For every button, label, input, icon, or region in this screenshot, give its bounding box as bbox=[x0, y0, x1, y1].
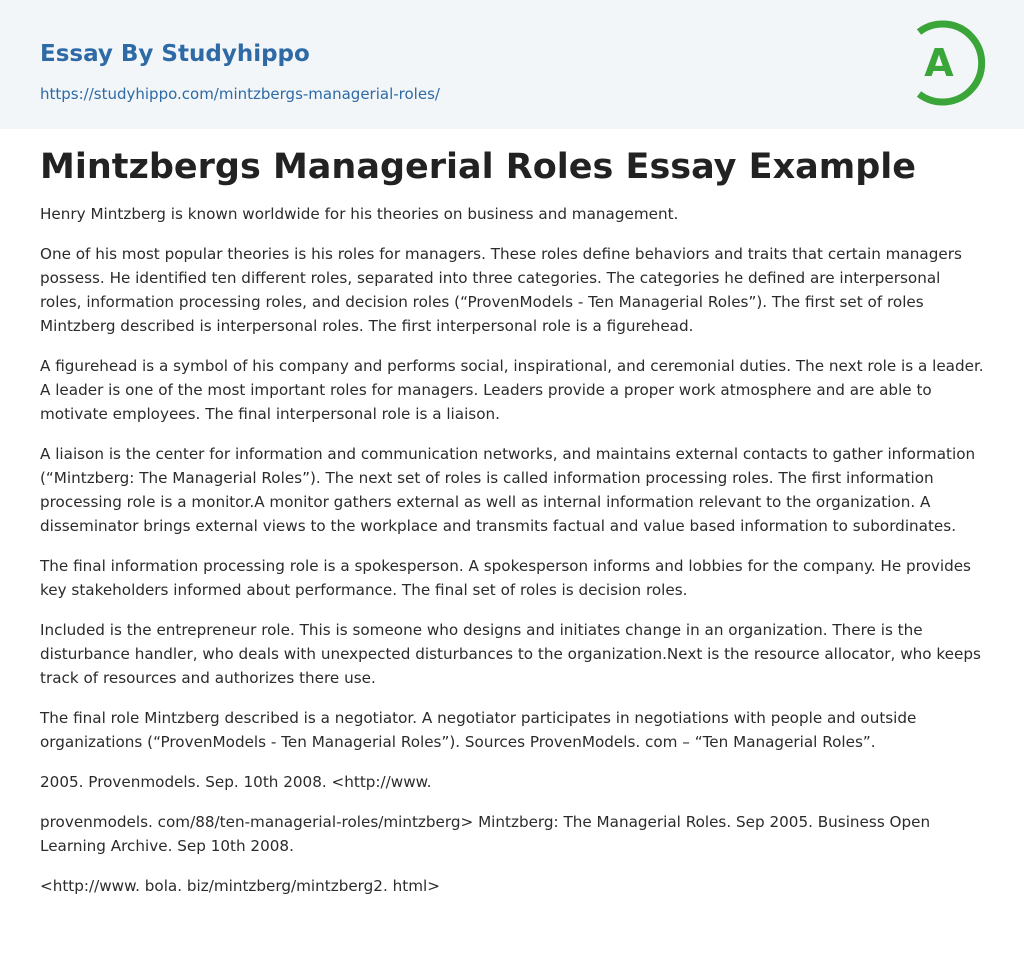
paragraph: Henry Mintzberg is known worldwide for his theories on business and management. bbox=[40, 205, 679, 223]
logo-letter: A bbox=[924, 41, 954, 85]
paragraph: The final information processing role is a spokesperson. A spokesperson informs and lobbies for the company. He provides key stakeholders informed about performance. The final set of roles is decision roles. bbox=[40, 557, 971, 599]
paragraph: The final role Mintzberg described is a negotiator. A negotiator participates in negotiations with people and outside organizations (“ProvenModels - Ten Managerial Roles”). Sources ProvenModels. com – “Ten Managerial Roles”. bbox=[40, 709, 917, 751]
paragraph: A liaison is the center for information and communication networks, and maintains external contacts to gather information (“Mintzberg: The Managerial Roles”). The next set of roles is called information processing roles. The first information processing role is a monitor.A monitor gathers external as well as internal information relevant to the organization. A disseminator brings external views to the workplace and transmits factual and value based information to subordinates. bbox=[40, 445, 976, 535]
paragraph: A figurehead is a symbol of his company and performs social, inspirational, and ceremonial duties. The next role is a leader. A leader is one of the most important roles for managers. Leaders provide a proper work atmosphere and are able to motivate employees. The final interpersonal role is a liaison. bbox=[40, 357, 984, 423]
brand-title[interactable]: Essay By Studyhippo bbox=[40, 41, 310, 67]
paragraph: One of his most popular theories is his roles for managers. These roles define behaviors and traits that certain managers possess. He identified ten different roles, separated into three categories. The categories he defined are interpersonal roles, information processing roles, and decision roles (“ProvenModels - Ten Managerial Roles”). The first set of roles Mintzberg described is interpersonal roles. The first interpersonal role is a figurehead. bbox=[40, 245, 962, 335]
essay-title: Mintzbergs Managerial Roles Essay Example bbox=[40, 147, 917, 187]
studyhippo-logo-icon[interactable] bbox=[910, 18, 990, 108]
paragraph: Included is the entrepreneur role. This is someone who designs and initiates change in an organization. There is the disturbance handler, who deals with unexpected disturbances to the organization.Next is the resource allocator, who keeps track of resources and authorizes there use. bbox=[40, 621, 981, 687]
essay-url-link[interactable]: https://studyhippo.com/mintzbergs-managerial-roles/ bbox=[40, 85, 440, 103]
paragraph: provenmodels. com/88/ten-managerial-roles/mintzberg> Mintzberg: The Managerial Roles. Sep 2005. Business Open Learning Archive. Sep 10th 2008. bbox=[40, 813, 931, 855]
essay-content bbox=[40, 144, 986, 914]
paragraph: <http://www. bola. biz/mintzberg/mintzberg2. html> bbox=[40, 877, 440, 895]
paragraph: 2005. Provenmodels. Sep. 10th 2008. <http://www. bbox=[40, 773, 432, 791]
site-header bbox=[0, 0, 1024, 129]
